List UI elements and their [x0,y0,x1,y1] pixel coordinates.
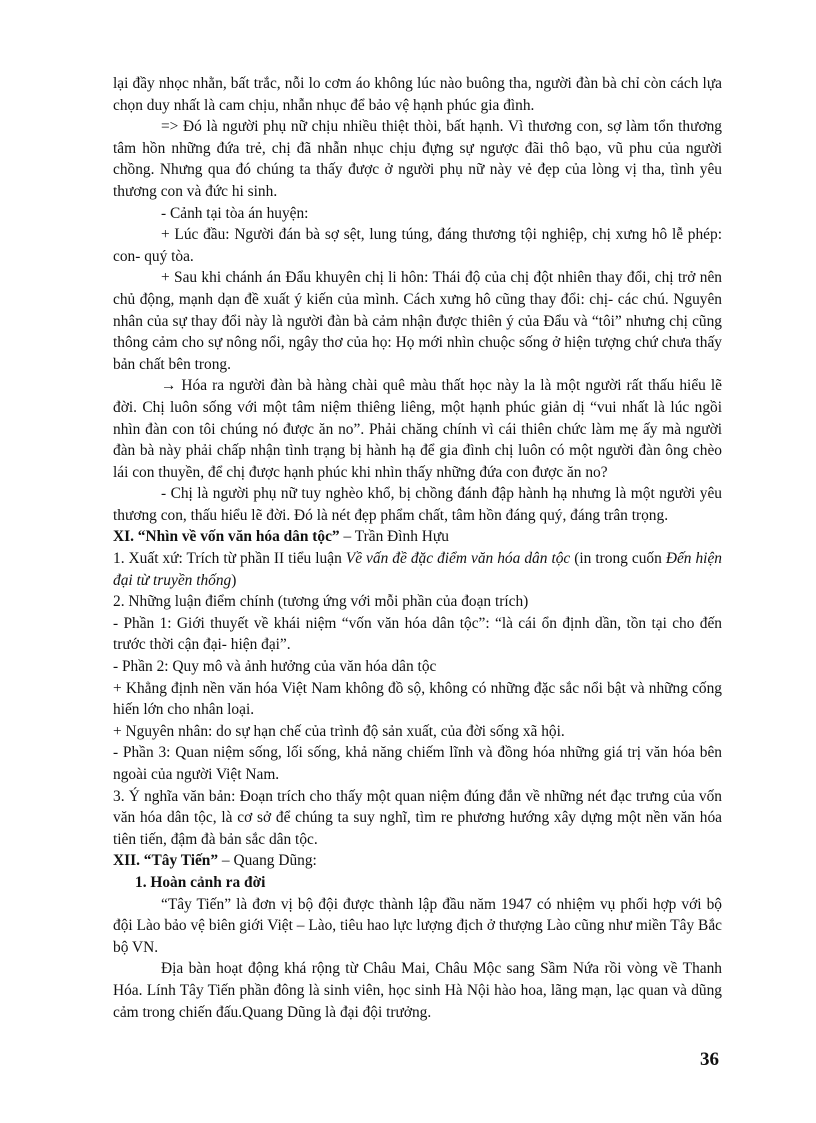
italic-title: Đến hiện đại từ truyền thống [113,550,722,589]
paragraph: 2. Những luận điểm chính (tương ứng với mỗi phần của đoạn trích) [113,593,529,611]
paragraph: + Sau khi chánh án Đẩu khuyên chị li hôn: Thái độ của chị đột nhiên thay đổi, chị trở nên chủ động, mạnh dạn đề xuất ý kiến của mình. Cách xưng hô cũng thay đổi: chị- các chú. Nguyên nhân của sự thay đổi này là người đàn bà cảm nhận được thiên ý của Đẩu và “tôi” nhưng chị cũng thông cảm cho sự nông nổi, ngây thơ của họ: Họ mới nhìn chuộc sống ở hiện tượng chứ chưa thấy bản chất bên trong. [113,269,722,373]
paragraph: + Lúc đầu: Người đán bà sợ sệt, lung túng, đáng thương tội nghiệp, chị xưng hô lễ phép: con- quý tòa. [113,226,722,265]
text-run: ) [231,571,237,589]
section-heading-author: – Quang Dũng: [218,852,317,870]
paragraph: - Cảnh tại tòa án huyện: [161,204,309,222]
paragraph: - Chị là người phụ nữ tuy nghèo khổ, bị chồng đánh đập hành hạ nhưng là một người yêu thương con, thấu hiểu lẽ đời. Đó là nét đẹp phẩm chất, tâm hồn đáng quý, đáng trân trọng. [113,485,722,524]
section-heading-author: – Trần Đình Hựu [339,528,449,546]
paragraph: + Khẳng định nền văn hóa Việt Nam không đồ sộ, không có những đặc sắc nổi bật và những cống hiến lớn cho nhân loại. [113,679,722,719]
paragraph: + Nguyên nhân: do sự hạn chế của trình độ sản xuất, của đời sống xã hội. [113,722,565,740]
page-number: 36 [700,1049,719,1070]
italic-title: Về vấn đề đặc điểm văn hóa dân tộc [345,550,571,568]
paragraph: → Hóa ra người đàn bà hàng chài quê màu thất học này la là một người rất thấu hiểu lẽ đời. Chị luôn sống với một tâm niệm thiêng liêng, một hạnh phúc giản dị “vui nhất là lúc ngồi nhìn đàn con tôi chúng nó được ăn no”. Phải chăng chính vì cái thiên chức làm mẹ ấy mà người đàn bà này phải chấp nhận tình trạng bị hành hạ để gia đình chị luôn có một người đàn ông chèo lái con thuyền, để chị được hạnh phúc khi nhìn thấy những đứa con được ăn no? [113,377,722,481]
paragraph: 3. Ý nghĩa văn bản: Đoạn trích cho thấy một quan niệm đúng đắn về những nét đạc trưng của vốn văn hóa dân tộc, là cơ sở để chúng ta suy nghĩ, tìm re phương hướng xây dựng một nền văn hóa tiên tiến, đậm đà bản sắc dân tộc. [113,787,722,848]
paragraph [113,548,722,591]
text-run: (in trong cuốn [570,550,666,568]
paragraph: - Phần 1: Giới thuyết về khái niệm “vốn văn hóa dân tộc”: “là cái ổn định dần, tồn tại cho đến trước thời cận đại- hiện đại”. [113,614,722,654]
paragraph: Địa bàn hoạt động khá rộng từ Châu Mai, Châu Mộc sang Sầm Nứa rồi vòng về Thanh Hóa. Lính Tây Tiến phần đông là sinh viên, học sinh Hà Nội hào hoa, lãng mạn, lạc quan và dũng cảm trong chiến đấu.Quang Dũng là đại đội trưởng. [113,960,722,1021]
paragraph: “Tây Tiến” là đơn vị bộ đội được thành lập đầu năm 1947 có nhiệm vụ phối hợp với bộ đội Lào bảo vệ biên giới Việt – Lào, tiêu hao lực lượng địch ở thượng Lào cũng như miền Tây Bắc bộ VN. [113,895,722,956]
section-heading-xii [113,850,722,872]
paragraph: lại đầy nhọc nhằn, bất trắc, nỗi lo cơm áo không lúc nào buông tha, người đàn bà chỉ còn cách lựa chọn duy nhất là cam chịu, nhẫn nhục để bảo vệ hạnh phúc gia đình. [113,75,722,114]
section-heading-xi [113,526,722,548]
text-run: 1. Xuất xứ: Trích từ phần II tiểu luận [113,550,346,568]
paragraph: - Phần 3: Quan niệm sống, lối sống, khả năng chiếm lĩnh và đồng hóa những giá trị văn hóa bên ngoài của người Việt Nam. [113,744,722,783]
paragraph: - Phần 2: Quy mô và ảnh hưởng của văn hóa dân tộc [113,658,437,676]
paragraph: => Đó là người phụ nữ chịu nhiều thiệt thòi, bất hạnh. Vì thương con, sợ làm tổn thương tâm hồn những đứa trẻ, chị đã nhẫn nhục chịu đựng sự ngược đãi thô bạo, vũ phu của người chồng. Nhưng qua đó chúng ta thấy được ở người phụ nữ này vẻ đẹp của lòng vị tha, tình yêu thương con và đức hi sinh. [113,118,722,200]
subsection-heading: 1. Hoàn cảnh ra đời [135,873,266,891]
section-heading-title: XI. “Nhìn về vốn văn hóa dân tộc” [113,528,340,546]
page-content [113,73,722,1023]
section-heading-title: XII. “Tây Tiến” [113,852,219,870]
